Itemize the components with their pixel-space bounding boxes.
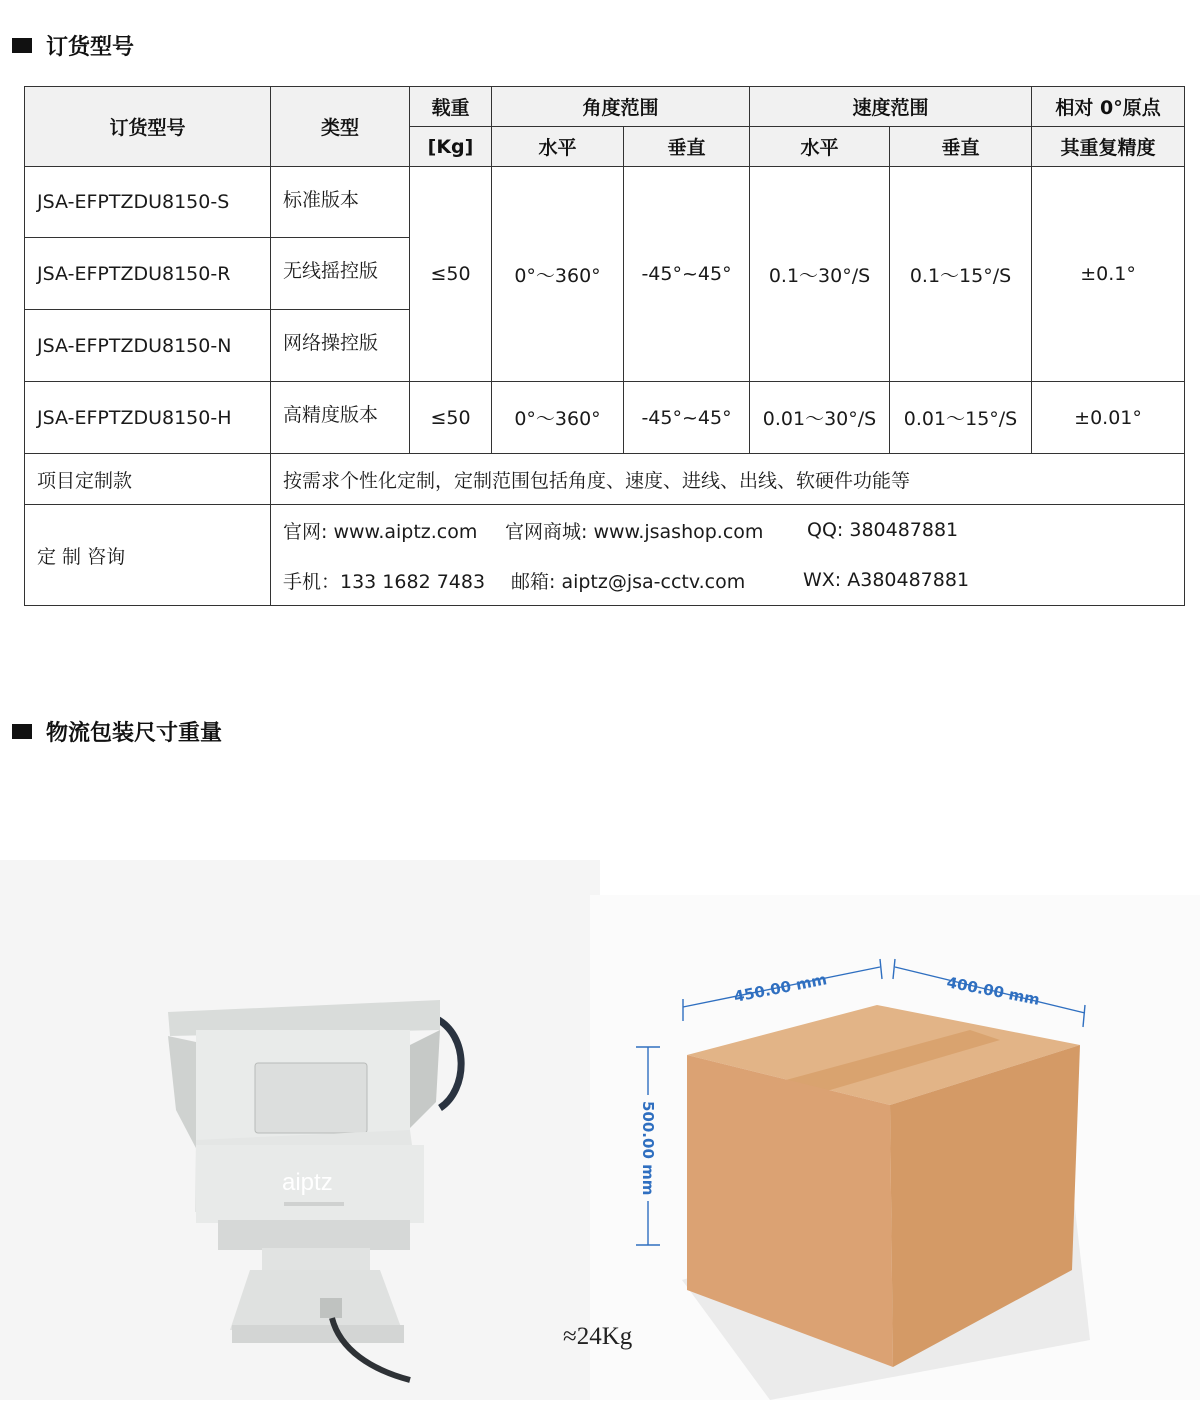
header-angle-range: 角度范围 (492, 87, 750, 127)
shop-text: 官网商城: www.jsashop.com (505, 520, 764, 543)
table-row-custom (25, 454, 1185, 505)
angle-horizontal-cell: 0°～360° (492, 382, 624, 454)
custom-description: 按需求个性化定制，定制范围包括角度、速度、进线、出线、软硬件功能等 (271, 454, 1185, 505)
section-title-text: 订货型号 (46, 35, 135, 60)
table-row (25, 167, 1185, 238)
load-cell: ≤50 (410, 167, 492, 382)
header-speed-horizontal: 水平 (750, 127, 890, 167)
type-cell: 标准版本 (271, 167, 410, 238)
product-brand-text: aiptz (282, 1169, 333, 1196)
contact-info (271, 505, 1185, 606)
header-model: 订货型号 (25, 87, 271, 167)
load-cell: ≤50 (410, 382, 492, 454)
repeat-accuracy-cell: ±0.01° (1032, 382, 1185, 454)
package-weight: ≈24Kg (563, 1323, 633, 1350)
header-type: 类型 (271, 87, 410, 167)
table-row (25, 382, 1185, 454)
wechat-text: WX: A380487881 (803, 569, 970, 591)
header-speed-range: 速度范围 (750, 87, 1032, 127)
box-depth-label: 400.00 mm (945, 973, 1042, 1009)
square-bullet-icon (12, 38, 32, 53)
repeat-accuracy-cell: ±0.1° (1032, 167, 1185, 382)
order-model-table (24, 86, 1185, 606)
speed-vertical-cell: 0.01～15°/S (890, 382, 1032, 454)
angle-vertical-cell: -45°~45° (624, 167, 750, 382)
header-load-unit: [Kg] (410, 127, 492, 167)
header-load: 载重 (410, 87, 492, 127)
angle-vertical-cell: -45°~45° (624, 382, 750, 454)
header-angle-horizontal: 水平 (492, 127, 624, 167)
section-title-packaging (12, 716, 222, 747)
header-speed-vertical: 垂直 (890, 127, 1032, 167)
model-cell: JSA-EFPTZDU8150-R (25, 238, 271, 310)
qq-text: QQ: 380487881 (807, 519, 959, 541)
type-cell: 无线摇控版 (271, 238, 410, 310)
speed-horizontal-cell: 0.1～30°/S (750, 167, 890, 382)
package-dimension-image (590, 895, 1200, 1400)
box-width-label: 450.00 mm (732, 970, 829, 1006)
speed-vertical-cell: 0.1～15°/S (890, 167, 1032, 382)
section-title-order-models (12, 30, 134, 61)
pan-tilt-camera-image (0, 860, 600, 1400)
product-photo (0, 860, 600, 1400)
header-angle-vertical: 垂直 (624, 127, 750, 167)
model-cell: JSA-EFPTZDU8150-H (25, 382, 271, 454)
header-repeat-accuracy: 相对 0°原点 (1032, 87, 1185, 127)
header-repeat-accuracy-sub: 其重复精度 (1032, 127, 1185, 167)
box-height-label: 500.00 mm (639, 1101, 657, 1196)
model-cell: JSA-EFPTZDU8150-S (25, 167, 271, 238)
table-row-consult (25, 505, 1185, 606)
email-text: 邮箱: aiptz@jsa-cctv.com (511, 570, 746, 593)
section-title-text: 物流包装尺寸重量 (46, 721, 223, 746)
phone-text: 手机：133 1682 7483 (283, 570, 486, 593)
type-cell: 网络操控版 (271, 310, 410, 382)
square-bullet-icon (12, 724, 32, 739)
speed-horizontal-cell: 0.01～30°/S (750, 382, 890, 454)
website-text: 官网: www.aiptz.com (283, 520, 478, 543)
custom-label: 项目定制款 (25, 454, 271, 505)
consult-label: 定 制 咨询 (25, 505, 271, 606)
type-cell: 高精度版本 (271, 382, 410, 454)
model-cell: JSA-EFPTZDU8150-N (25, 310, 271, 382)
angle-horizontal-cell: 0°～360° (492, 167, 624, 382)
